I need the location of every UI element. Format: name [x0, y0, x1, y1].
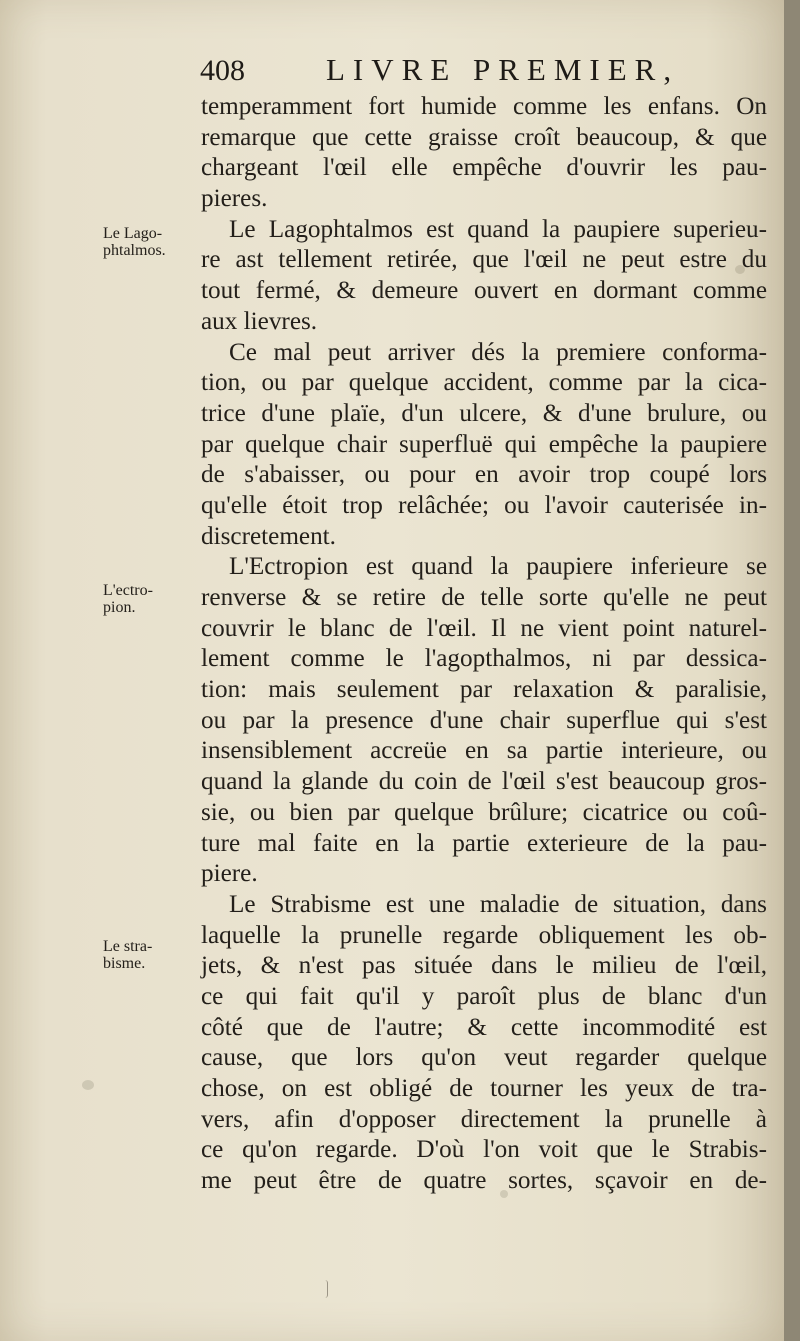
margin-note-line: L'ectro- — [103, 582, 153, 599]
text-line: laquelle la prunelle regarde obliquement les ob- — [201, 921, 767, 949]
text-line: piere. — [201, 860, 258, 888]
text-line: chose, on est obligé de tourner les yeux de tra- — [201, 1075, 767, 1102]
text-line: Le Strabisme est une maladie de situation, dans — [229, 890, 767, 918]
margin-note-line: Le Lago- — [103, 225, 163, 242]
text-line: temperamment fort humide comme les enfans. On — [201, 93, 767, 120]
bottom-mark — [325, 1280, 328, 1298]
margin-note-strabisme — [103, 938, 193, 972]
text-line: ce qu'on regarde. D'où l'on voit que le Strabis- — [201, 1136, 767, 1164]
text-line: ture mal faite en la partie exterieure de la pau- — [201, 829, 767, 857]
text-line: Ce mal peut arriver dés la premiere conforma- — [229, 338, 767, 366]
text-line: Le Lagophtalmos est quand la paupiere superieu- — [229, 215, 767, 243]
text-line: renverse & se retire de telle sorte qu'elle ne peut — [201, 584, 767, 611]
body-text — [201, 92, 767, 1197]
text-line: cause, que lors qu'on veut regarder quelque — [201, 1044, 767, 1072]
running-head: LIVRE PREMIER, — [326, 52, 680, 87]
text-line: chargeant l'œil elle empêche d'ouvrir les pau- — [201, 154, 767, 182]
text-line: vers, afin d'opposer directement la prunelle à — [201, 1105, 767, 1133]
text-line: re ast tellement retirée, que l'œil ne peut estre du — [201, 246, 767, 274]
text-line: couvrir le blanc de l'œil. Il ne vient point naturel- — [201, 614, 767, 642]
text-line: côté que de l'autre; & cette incommodité est — [201, 1013, 767, 1041]
page-edge — [784, 0, 800, 1341]
text-line: insensiblement accreüe en sa partie interieure, ou — [201, 737, 767, 765]
margin-note-lagophtalmos — [103, 225, 193, 259]
ink-spot — [82, 1080, 94, 1090]
text-line: discretement. — [201, 522, 336, 550]
text-line: ou par la presence d'une chair superflue qui s'est — [201, 706, 767, 734]
margin-note-line: phtalmos. — [103, 242, 166, 259]
text-line: remarque que cette graisse croît beaucoup, & que — [201, 123, 767, 151]
text-line: tion, ou par quelque accident, comme par la cica- — [201, 369, 767, 397]
margin-note-ectropion — [103, 582, 193, 616]
text-line: L'Ectropion est quand la paupiere inferieure se — [229, 553, 767, 581]
text-line: tion: mais seulement par relaxation & paralisie, — [201, 676, 767, 704]
text-line: quand la glande du coin de l'œil s'est beaucoup gros- — [201, 768, 767, 796]
text-line: par quelque chair superfluë qui empêche la paupiere — [201, 430, 767, 458]
text-line: de s'abaisser, ou pour en avoir trop coupé lors — [201, 461, 767, 489]
text-line: jets, & n'est pas située dans le milieu de l'œil, — [201, 952, 767, 980]
text-line: pieres. — [201, 185, 268, 213]
text-line: aux lievres. — [201, 307, 318, 335]
text-line: sie, ou bien par quelque brûlure; cicatrice ou coû- — [201, 798, 767, 826]
text-line: ce qui fait qu'il y paroît plus de blanc d'un — [201, 982, 767, 1010]
text-line: qu'elle étoit trop relâchée; ou l'avoir cauterisée in- — [201, 491, 767, 519]
margin-note-line: bisme. — [103, 955, 146, 972]
page-header — [200, 52, 680, 94]
margin-note-line: Le stra- — [103, 938, 153, 955]
text-line: tout fermé, & demeure ouvert en dormant comme — [201, 277, 767, 305]
margin-note-line: pion. — [103, 599, 136, 616]
page-number: 408 — [200, 54, 245, 87]
text-line: me peut être de quatre sortes, sçavoir en de- — [201, 1167, 767, 1195]
text-line: lement comme le l'agopthalmos, ni par dessica- — [201, 645, 767, 673]
text-line: trice d'une plaïe, d'un ulcere, & d'une brulure, ou — [201, 399, 767, 427]
